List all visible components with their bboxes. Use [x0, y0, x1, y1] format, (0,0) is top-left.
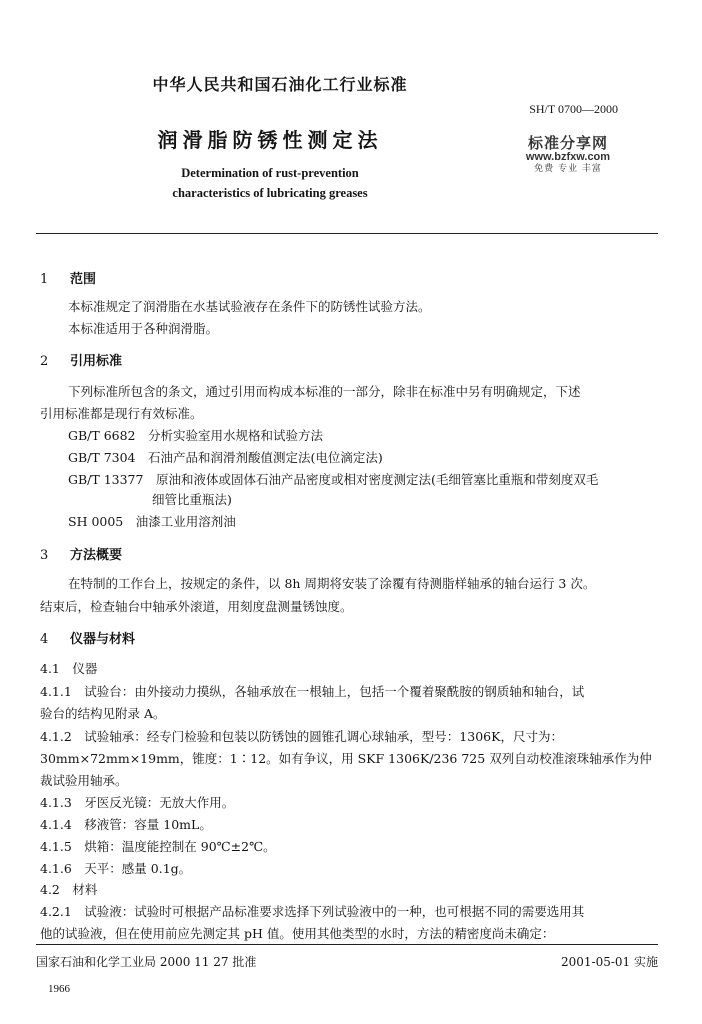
- document-title-cn: 润滑脂防锈性测定法: [157, 128, 383, 152]
- section-1-number: 1: [40, 272, 49, 287]
- implementation-date: 2001-05-01 实施: [560, 955, 658, 969]
- section-2-title: 引用标准: [70, 354, 123, 369]
- section-2-number: 2: [40, 354, 49, 369]
- document-title-en-line1: Determination of rust-prevention: [181, 166, 359, 180]
- reference-item: GB/T 13377 原油和液体或固体石油产品密度或相对密度测定法(毛细管塞比重瓶和带刻度双毛: [68, 472, 599, 487]
- clause-4-1-3: 4.1.3 牙医反光镜：无放大作用。: [40, 795, 235, 810]
- reference-item: GB/T 7304 石油产品和润滑剂酸值测定法(电位滴定法): [68, 450, 383, 465]
- clause-4-1-2: 4.1.2 试验轴承：经专门检验和包装以防锈蚀的圆锥孔调心球轴承，型号：1306K，尺寸为：: [40, 729, 563, 744]
- section-3-title: 方法概要: [70, 548, 123, 563]
- page-number: 1966: [48, 983, 70, 995]
- clause-4-2-1: 4.2.1 试验液：试验时可根据产品标准要求选择下列试验液中的一种，也可根据不同的需要选用其: [40, 904, 585, 919]
- standard-number: SH/T 0700—2000: [529, 102, 618, 116]
- section-1-para-2: 本标准适用于各种润滑脂。: [68, 321, 219, 336]
- section-4-heading: [40, 628, 135, 647]
- clause-4-1-2-continued: 裁试验用轴承。: [40, 773, 128, 788]
- clause-4-2-1-continued: 他的试验液，但在使用前应先测定其 pH 值。使用其他类型的水时，方法的精密度尚未确定：: [40, 926, 555, 941]
- section-2-heading: [40, 350, 122, 369]
- reference-item-continued: 细管比重瓶法): [152, 492, 232, 507]
- reference-item: GB/T 6682 分析实验室用水规格和试验方法: [68, 428, 324, 443]
- section-1-title: 范围: [70, 272, 97, 287]
- clause-4-1-5: 4.1.5 烘箱：温度能控制在 90℃±2℃。: [40, 839, 276, 854]
- section-1-heading: [40, 268, 96, 287]
- clause-4-2: 4.2 材料: [40, 882, 98, 897]
- footer-divider: [36, 944, 658, 945]
- section-4-number: 4: [40, 632, 49, 647]
- watermark-line3: 免费 专业 丰富: [534, 164, 602, 174]
- document-title-en-line2: characteristics of lubricating greases: [172, 186, 368, 200]
- watermark-line1: 标准分享网: [527, 134, 608, 152]
- section-3-para-2: 结束后，检查轴台中轴承外滚道，用刻度盘测量锈蚀度。: [40, 599, 353, 614]
- clause-4-1-6: 4.1.6 天平：感量 0.1g。: [40, 861, 192, 876]
- clause-4-1-2-continued: 30mm×72mm×19mm，锥度：1∶12。如有争议，用 SKF 1306K/236 725 双列自动校准滚珠轴承作为仲: [40, 751, 652, 766]
- clause-4-1-1-continued: 验台的结构见附录 A。: [40, 706, 166, 721]
- clause-4-1-4: 4.1.4 移液管：容量 10mL。: [40, 817, 212, 832]
- section-3-para-1: 在特制的工作台上，按规定的条件，以 8h 周期将安装了涂覆有待测脂样轴承的轴台运行 3 次。: [68, 576, 596, 591]
- section-3-heading: [40, 544, 122, 563]
- issuing-authority: 中华人民共和国石油化工行业标准: [152, 75, 408, 94]
- approval-statement: 国家石油和化学工业局 2000 11 27 批准: [36, 955, 257, 969]
- reference-item: SH 0005 油漆工业用溶剂油: [68, 514, 236, 529]
- section-4-title: 仪器与材料: [70, 632, 136, 647]
- header-divider: [36, 233, 658, 234]
- section-2-intro-line1: 下列标准所包含的条文，通过引用而构成本标准的一部分，除非在标准中另有明确规定，下述: [68, 384, 581, 399]
- watermark-logo: [508, 132, 628, 174]
- clause-4-1: 4.1 仪器: [40, 661, 98, 676]
- watermark-line2: www.bzfxw.com: [525, 151, 611, 163]
- section-1-para-1: 本标准规定了润滑脂在水基试验液存在条件下的防锈性试验方法。: [68, 299, 431, 314]
- section-3-number: 3: [40, 548, 49, 563]
- clause-4-1-1: 4.1.1 试验台：由外接动力摸纵，各轴承放在一根轴上，包括一个覆着聚酰胺的钢质轴和轴台，试: [40, 684, 585, 699]
- section-2-intro-line2: 引用标准都是现行有效标准。: [40, 406, 203, 421]
